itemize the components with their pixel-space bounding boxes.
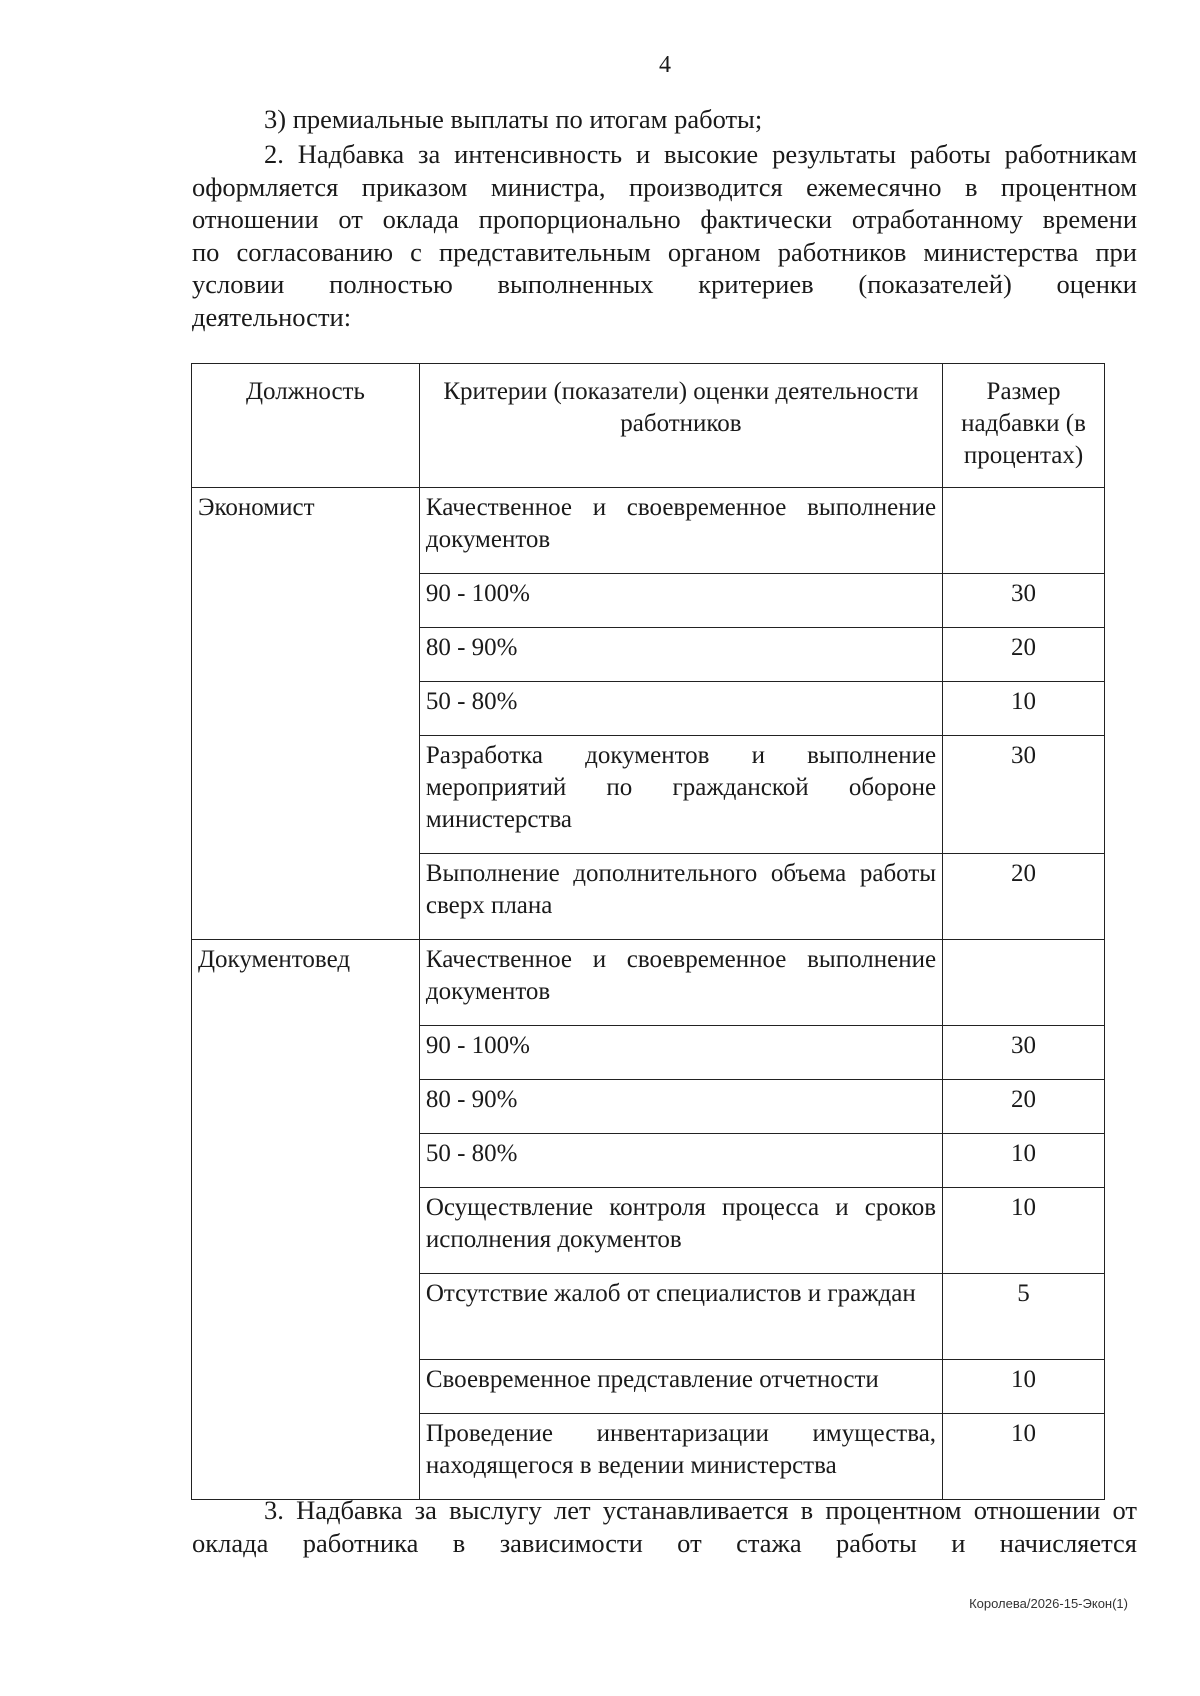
size-cell: 30 [943,1026,1105,1080]
paragraph-item-2 [192,138,1137,333]
size-cell: 10 [943,1414,1105,1500]
paragraph-line: оклада работника в зависимости от стажа работы и начисляется [192,1527,1137,1558]
header-size: Размер надбавки (в процентах) [943,364,1105,488]
size-cell: 10 [943,682,1105,736]
criterion-cell: 80 - 90% [419,1080,942,1134]
criterion-cell: 90 - 100% [419,1026,942,1080]
table-row [192,488,1105,574]
size-cell: 10 [943,1134,1105,1188]
criterion-cell: Осуществление контроля процесса и сроков исполнения документов [419,1188,942,1274]
criterion-cell: Качественное и своевременное выполнение документов [419,488,942,574]
paragraph-line: по согласованию с представительным органом работников министерства при [192,236,1137,267]
paragraph-item-3-seniority [192,1494,1137,1559]
size-cell: 20 [943,628,1105,682]
size-cell [943,940,1105,1026]
document-code: Королева/2026-15-Экон(1) [969,1596,1128,1611]
table-row [192,940,1105,1026]
paragraph-line: 2. Надбавка за интенсивность и высокие результаты работы работникам [264,139,1137,169]
criterion-cell: 90 - 100% [419,574,942,628]
paragraph-line: отношении от оклада пропорционально фактически отработанному времени [192,204,1137,234]
table-header-row [192,364,1105,488]
paragraph-line: оформляется приказом министра, производится ежемесячно в процентном [192,171,1137,202]
size-cell: 20 [943,1080,1105,1134]
header-criteria: Критерии (показатели) оценки деятельности работников [419,364,942,488]
paragraph-line: условии полностью выполненных критериев (показателей) оценки [192,269,1137,299]
criterion-cell: 80 - 90% [419,628,942,682]
size-cell: 10 [943,1360,1105,1414]
paragraph-line: 3. Надбавка за выслугу лет устанавливается в процентном отношении от [264,1495,1137,1525]
criterion-cell: Выполнение дополнительного объема работы сверх плана [419,854,942,940]
size-cell: 30 [943,574,1105,628]
criteria-table [191,363,1105,1500]
size-cell: 10 [943,1188,1105,1274]
position-cell: Экономист [192,488,420,940]
criterion-cell: Отсутствие жалоб от специалистов и граждан [419,1274,942,1360]
size-cell: 5 [943,1274,1105,1360]
criterion-cell: Разработка документов и выполнение мероприятий по гражданской обороне министерства [419,736,942,854]
size-cell: 20 [943,854,1105,940]
criterion-cell: Своевременное представление отчетности [419,1360,942,1414]
size-cell [943,488,1105,574]
size-cell: 30 [943,736,1105,854]
criterion-cell: Качественное и своевременное выполнение документов [419,940,942,1026]
page-number: 4 [659,52,671,78]
criterion-cell: 50 - 80% [419,682,942,736]
paragraph-line: деятельности: [192,301,352,332]
criterion-cell: 50 - 80% [419,1134,942,1188]
position-cell: Документовед [192,940,420,1500]
criterion-cell: Проведение инвентаризации имущества, находящегося в ведении министерства [419,1414,942,1500]
paragraph-line: 3) премиальные выплаты по итогам работы; [264,104,763,134]
header-position: Должность [192,364,420,488]
paragraph-item-3 [192,103,1200,136]
